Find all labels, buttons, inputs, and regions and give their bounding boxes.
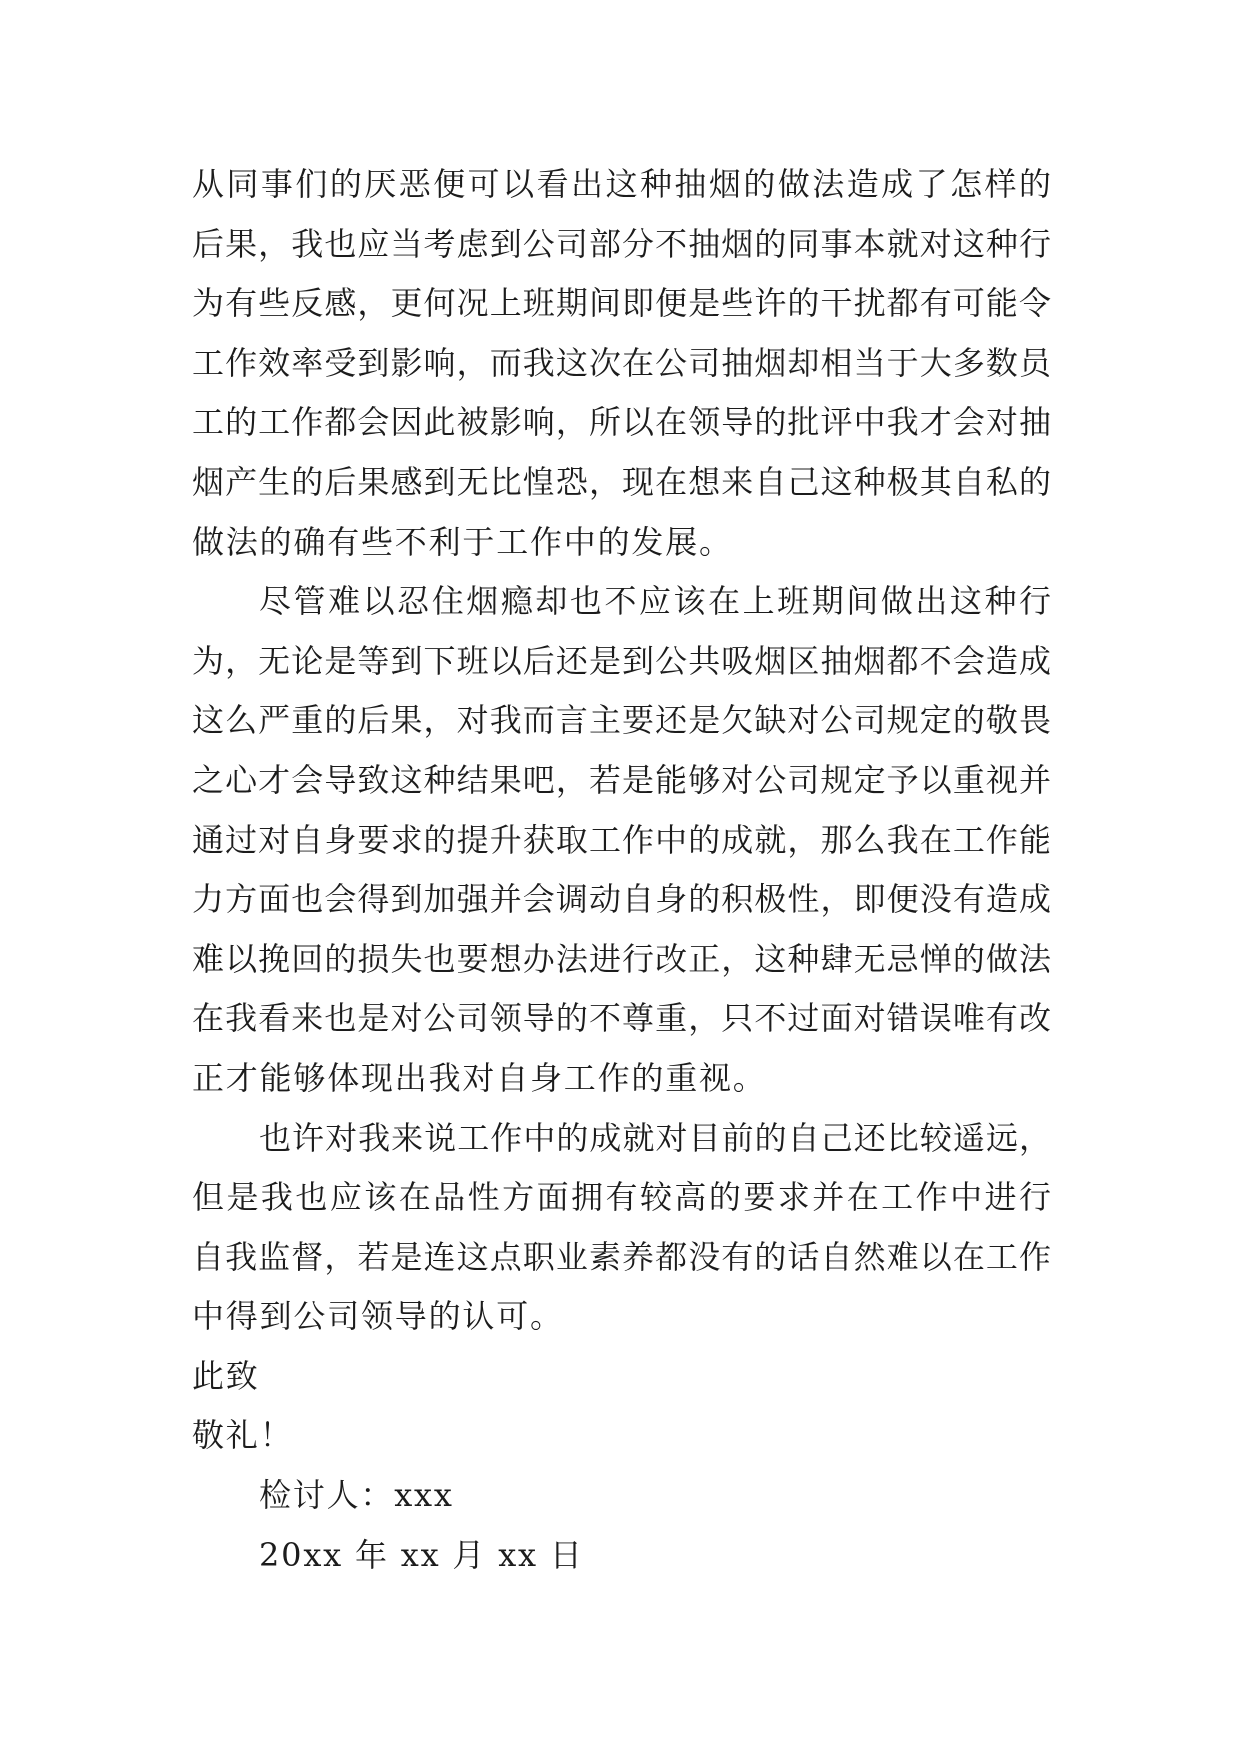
closing xyxy=(192,1347,1051,1466)
text-line: 工作效率受到影响，而我这次在公司抽烟却相当于大多数员 xyxy=(192,343,1051,382)
text-line: 自我监督，若是连这点职业素养都没有的话自然难以在工作 xyxy=(192,1237,1051,1276)
paragraph xyxy=(192,1109,1051,1347)
paragraph xyxy=(192,155,1051,572)
letter-body xyxy=(192,155,1051,1585)
text-line: 正才能够体现出我对自身工作的重视。 xyxy=(192,1058,767,1097)
signature-block xyxy=(192,1466,1051,1585)
text-line: 也许对我来说工作中的成就对目前的自己还比较遥远， xyxy=(259,1118,1051,1157)
text-line: 通过对自身要求的提升获取工作中的成就，那么我在工作能 xyxy=(192,820,1051,859)
text-line: 烟产生的后果感到无比惶恐，现在想来自己这种极其自私的 xyxy=(192,462,1051,501)
text-line: 难以挽回的损失也要想办法进行改正，这种肆无忌惮的做法 xyxy=(192,939,1051,978)
text-line: 力方面也会得到加强并会调动自身的积极性，即便没有造成 xyxy=(192,880,1051,919)
text-line: 从同事们的厌恶便可以看出这种抽烟的做法造成了怎样的 xyxy=(192,165,1051,203)
text-line: 这么严重的后果，对我而言主要还是欠缺对公司规定的敬畏 xyxy=(192,701,1051,740)
text-line: 工的工作都会因此被影响，所以在领导的批评中我才会对抽 xyxy=(192,403,1051,442)
text-line: 为，无论是等到下班以后还是到公共吸烟区抽烟都不会造成 xyxy=(192,641,1051,680)
text-line: 之心才会导致这种结果吧，若是能够对公司规定予以重视并 xyxy=(192,760,1051,799)
signature-date: 20xx 年 xx 月 xx 日 xyxy=(259,1535,584,1574)
text-line: 尽管难以忍住烟瘾却也不应该在上班期间做出这种行 xyxy=(259,582,1051,621)
text-line: 做法的确有些不利于工作中的发展。 xyxy=(192,522,733,561)
text-line: 为有些反感，更何况上班期间即便是些许的干扰都有可能令 xyxy=(192,284,1051,323)
text-line: 后果，我也应当考虑到公司部分不抽烟的同事本就对这种行 xyxy=(192,224,1051,263)
paragraph xyxy=(192,572,1051,1108)
text-line: 但是我也应该在品性方面拥有较高的要求并在工作中进行 xyxy=(192,1178,1051,1217)
text-line: 中得到公司领导的认可。 xyxy=(192,1297,564,1336)
closing-regards: 敬礼！ xyxy=(192,1416,294,1455)
text-line: 在我看来也是对公司领导的不尊重，只不过面对错误唯有改 xyxy=(192,999,1051,1038)
closing-salutation: 此致 xyxy=(192,1356,260,1395)
signer-name: 检讨人：xxx xyxy=(259,1476,454,1515)
